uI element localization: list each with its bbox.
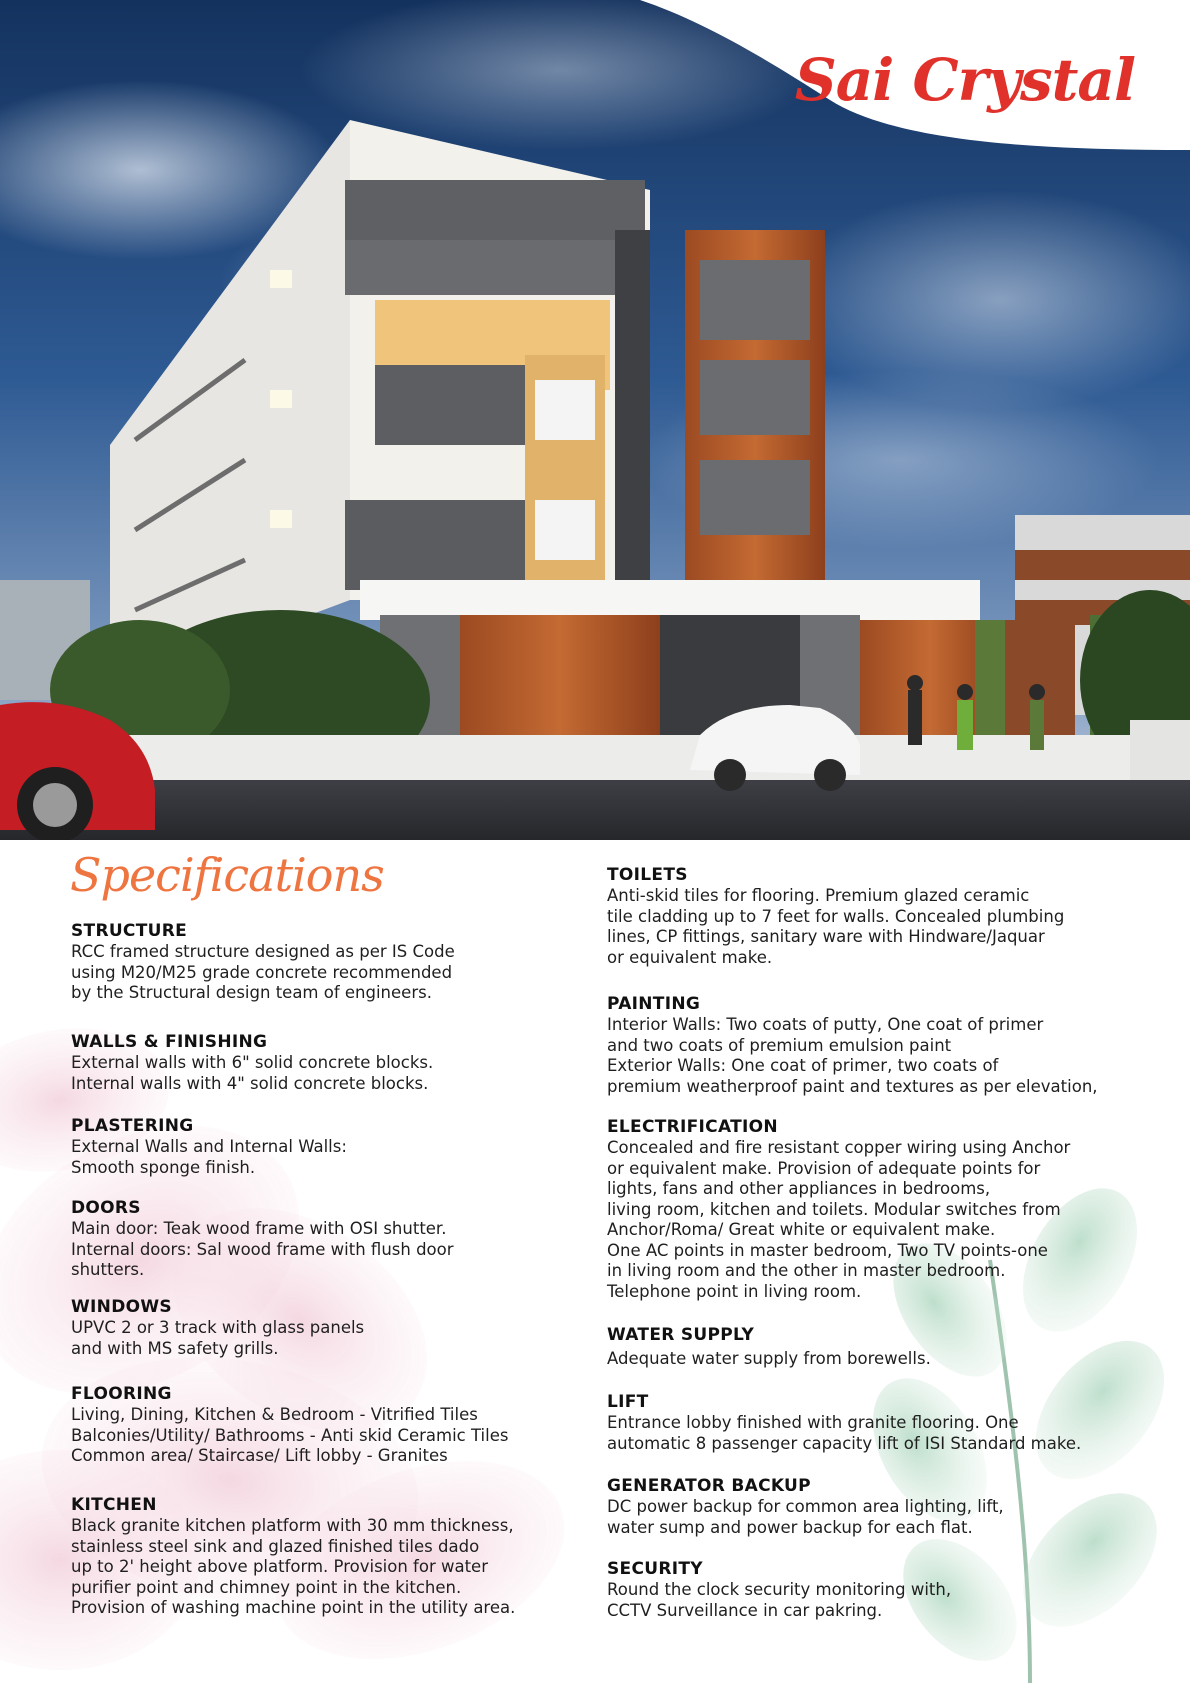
spec-line: or equivalent make.: [607, 947, 773, 967]
spec-section-water-supply: [607, 1324, 931, 1370]
spec-line: Black granite kitchen platform with 30 mm thickness,: [71, 1516, 514, 1535]
spec-line: CCTV Surveillance in car pakring.: [607, 1600, 883, 1620]
spec-title: PAINTING: [607, 994, 701, 1014]
spec-line: External walls with 6" solid concrete blocks.: [71, 1053, 434, 1072]
spec-title: ELECTRIFICATION: [607, 1117, 778, 1137]
spec-line: External Walls and Internal Walls:: [71, 1137, 347, 1156]
spec-line: Internal walls with 4" solid concrete blocks.: [71, 1073, 429, 1093]
spec-line: purifier point and chimney point in the kitchen.: [71, 1577, 462, 1597]
spec-line: tile cladding up to 7 feet for walls. Concealed plumbing: [607, 906, 1065, 926]
spec-line: Telephone point in living room.: [607, 1281, 862, 1301]
spec-section-walls-finishing: [71, 1031, 433, 1094]
brand-logo: Sai Crystal: [794, 46, 1135, 114]
spec-line: Anchor/Roma/ Great white or equivalent make.: [607, 1220, 996, 1239]
spec-line: Internal doors: Sal wood frame with flush door: [71, 1239, 454, 1259]
spec-title: WINDOWS: [71, 1297, 172, 1317]
spec-section-electrification: [607, 1116, 1070, 1302]
spec-line: water sump and power backup for each flat.: [607, 1517, 973, 1537]
spec-line: automatic 8 passenger capacity lift of ISI Standard make.: [607, 1433, 1082, 1453]
spec-section-flooring: [71, 1383, 508, 1467]
spec-line: Provision of washing machine point in the utility area.: [71, 1598, 516, 1617]
spec-line: lines, CP fittings, sanitary ware with Hindware/Jaquar: [607, 927, 1045, 946]
spec-section-structure: [71, 920, 455, 1004]
spec-title: SECURITY: [607, 1559, 703, 1579]
spec-section-toilets: [607, 864, 1064, 968]
spec-line: Interior Walls: Two coats of putty, One coat of primer: [607, 1015, 1044, 1034]
spec-line: Adequate water supply from borewells.: [607, 1349, 931, 1368]
spec-title: STRUCTURE: [71, 921, 188, 941]
specifications-heading: Specifications: [70, 848, 384, 902]
spec-line: One AC points in master bedroom, Two TV points-one: [607, 1240, 1048, 1260]
spec-line: Common area/ Staircase/ Lift lobby - Granites: [71, 1446, 448, 1465]
spec-title: WALLS & FINISHING: [71, 1032, 268, 1052]
spec-line: Round the clock security monitoring with,: [607, 1580, 952, 1599]
spec-title: TOILETS: [607, 865, 688, 885]
spec-line: living room, kitchen and toilets. Modular switches from: [607, 1199, 1061, 1219]
spec-title: GENERATOR BACKUP: [607, 1476, 811, 1496]
spec-line: Anti-skid tiles for flooring. Premium glazed ceramic: [607, 886, 1030, 905]
spec-title: LIFT: [607, 1392, 649, 1412]
building-illustration: [0, 0, 1190, 840]
spec-section-painting: [607, 993, 1098, 1097]
spec-line: up to 2' height above platform. Provision for water: [71, 1557, 488, 1576]
spec-line: Smooth sponge finish.: [71, 1157, 256, 1177]
spec-line: lights, fans and other appliances in bedrooms,: [607, 1179, 991, 1198]
spec-title: DOORS: [71, 1198, 141, 1218]
spec-section-kitchen: [71, 1494, 515, 1619]
spec-section-lift: [607, 1391, 1081, 1454]
spec-title: PLASTERING: [71, 1116, 194, 1136]
spec-line: by the Structural design team of engineers.: [71, 983, 432, 1002]
spec-line: premium weatherproof paint and textures as per elevation,: [607, 1076, 1098, 1096]
spec-line: in living room and the other in master bedroom.: [607, 1261, 1006, 1280]
spec-line: and with MS safety grills.: [71, 1338, 279, 1358]
spec-title: KITCHEN: [71, 1495, 157, 1515]
spec-section-security: [607, 1558, 951, 1621]
spec-line: Main door: Teak wood frame with OSI shutter.: [71, 1219, 447, 1238]
spec-line: Concealed and fire resistant copper wiring using Anchor: [607, 1138, 1071, 1157]
spec-line: DC power backup for common area lighting, lift,: [607, 1497, 1004, 1516]
spec-line: Exterior Walls: One coat of primer, two coats of: [607, 1056, 999, 1075]
spec-line: Living, Dining, Kitchen & Bedroom - Vitrified Tiles: [71, 1405, 478, 1424]
spec-line: RCC framed structure designed as per IS Code: [71, 942, 455, 961]
spec-title: FLOORING: [71, 1384, 172, 1404]
spec-line: Entrance lobby finished with granite flooring. One: [607, 1413, 1019, 1432]
spec-line: UPVC 2 or 3 track with glass panels: [71, 1318, 365, 1337]
hero-building-render: [0, 0, 1190, 840]
spec-line: using M20/M25 grade concrete recommended: [71, 962, 453, 982]
spec-line: or equivalent make. Provision of adequate points for: [607, 1158, 1041, 1178]
spec-section-windows: [71, 1296, 364, 1359]
spec-section-doors: [71, 1197, 454, 1281]
spec-line: Balconies/Utility/ Bathrooms - Anti skid Ceramic Tiles: [71, 1425, 509, 1445]
spec-section-generator-backup: [607, 1475, 1004, 1538]
spec-line: and two coats of premium emulsion paint: [607, 1035, 952, 1055]
spec-line: stainless steel sink and glazed finished tiles dado: [71, 1536, 480, 1556]
spec-section-plastering: [71, 1115, 347, 1178]
spec-line: shutters.: [71, 1260, 145, 1279]
spec-title: WATER SUPPLY: [607, 1325, 755, 1345]
